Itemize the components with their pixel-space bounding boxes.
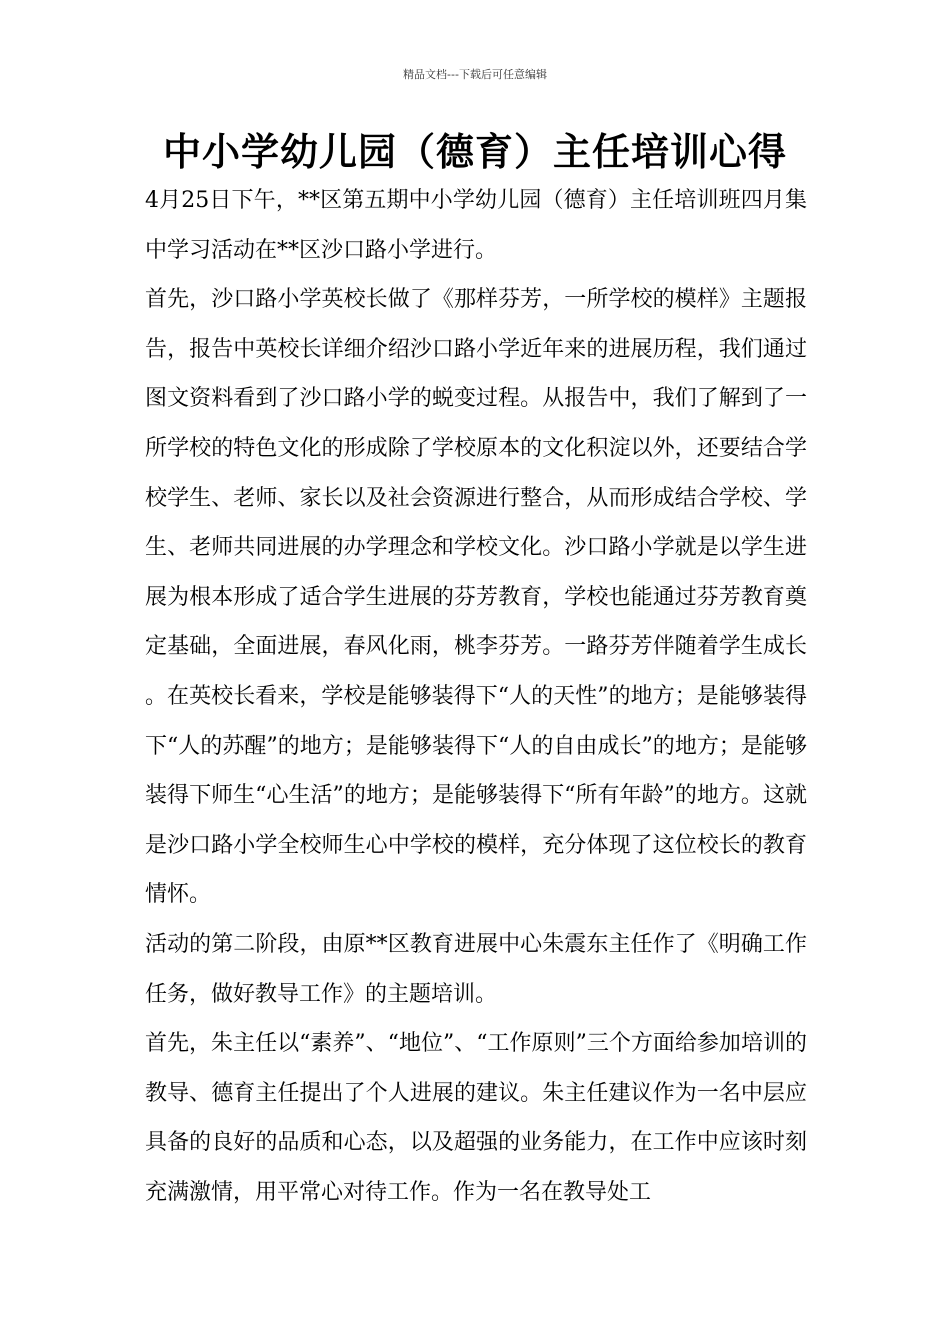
paragraph-2: 首先，沙口路小学英校长做了《那样芬芳，一所学校的模样》主题报告，报告中英校长详细介绍沙口路小学近年来的进展历程，我们通过图文资料看到了沙口路小学的蜕变过程。从报告中，我们了解到了一所学校的特色文化的形成除了学校原本的文化积淀以外，还要结合学校学生、老师、家长以及社会资源进行整合，从而形成结合学校、学生、老师共同进展的办学理念和学校文化。沙口路小学就是以学生进展为根本形成了适合学生进展的芬芳教育，学校也能通过芬芳教育奠定基础，全面进展，春风化雨，桃李芬芳。一路芬芳伴随着学生成长。在英校长看来，学校是能够装得下“人的天性”的地方；是能够装得下“人的苏醒”的地方；是能够装得下“人的自由成长”的地方；是能够装得下师生“心生活”的地方；是能够装得下“所有年龄”的地方。这就是沙口路小学全校师生心中学校的模样，充分体现了这位校长的教育情怀。 — [145, 287, 807, 908]
paragraph-1: 4月25日下午，**区第五期中小学幼儿园（德育）主任培训班四月集中学习活动在**区沙口路小学进行。 — [145, 188, 807, 263]
page-title: 中小学幼儿园（德育）主任培训心得 — [162, 130, 787, 174]
paragraph-4: 首先，朱主任以“素养”、“地位”、“工作原则”三个方面给参加培训的教导、德育主任提出了个人进展的建议。朱主任建议作为一名中层应具备的良好的品质和心态，以及超强的业务能力，在工作中应该时刻充满激情，用平常心对待工作。作为一名在教导处工 — [145, 1031, 807, 1205]
document-body — [145, 176, 807, 1217]
paragraph-3: 活动的第二阶段，由原**区教育进展中心朱震东主任作了《明确工作任务，做好教导工作》的主题培训。 — [145, 931, 807, 1007]
header-note: 精品文档---下载后可任意编辑 — [403, 68, 547, 81]
